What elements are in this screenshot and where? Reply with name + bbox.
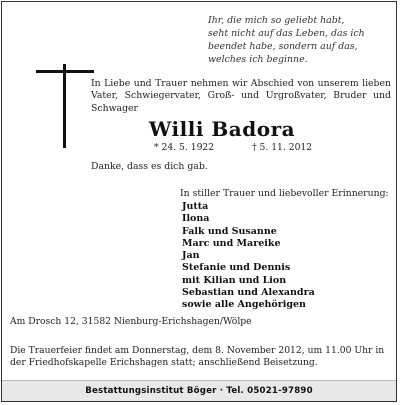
address: Am Drosch 12, 31582 Nienburg-Erichshagen/Wölpe	[10, 316, 252, 327]
obituary-frame	[1, 1, 397, 402]
poem-line: seht nicht auf das Leben, das ich	[208, 28, 365, 39]
poem-line: beendet habe, sondern auf das,	[208, 41, 358, 52]
poem	[208, 14, 393, 66]
mourner-name: Marc und Mareike	[182, 237, 281, 249]
birth-date: * 24. 5. 1922	[154, 142, 215, 153]
mourner-name: sowie alle Angehörigen	[182, 299, 306, 311]
mourner-name: Ilona	[182, 213, 210, 225]
mourner-name: Stefanie und Dennis	[182, 262, 291, 274]
funeral-home-footer: Bestattungsinstitut Böger · Tel. 05021-97890	[2, 380, 396, 401]
poem-line: welches ich beginne.	[208, 54, 308, 65]
death-date: † 5. 11. 2012	[252, 142, 313, 153]
thanks-text: Danke, dass es dich gab.	[91, 161, 208, 172]
mourners-lead: In stiller Trauer und liebevoller Erinnerung:	[180, 188, 389, 199]
mourner-name: Jan	[182, 250, 200, 262]
mourner-name: mit Kilian und Lion	[182, 274, 287, 286]
mourner-name: Jutta	[182, 201, 209, 212]
mourner-name: Sebastian und Alexandra	[182, 287, 315, 299]
poem-line: Ihr, die mich so geliebt habt,	[208, 15, 345, 26]
intro-text: In Liebe und Trauer nehmen wir Abschied von unserem lieben Vater, Schwiegervater, Groß- und Urgroßvater, Bruder und Schwager	[91, 78, 391, 114]
mourner-name: Falk und Susanne	[182, 225, 277, 237]
mourners-list	[182, 201, 315, 312]
deceased-name: Willi Badora	[148, 117, 296, 141]
service-info: Die Trauerfeier findet am Donnerstag, dem 8. November 2012, um 11.00 Uhr in der Friedhofskapelle Erichshagen statt; anschließend Beisetzung.	[10, 345, 385, 369]
